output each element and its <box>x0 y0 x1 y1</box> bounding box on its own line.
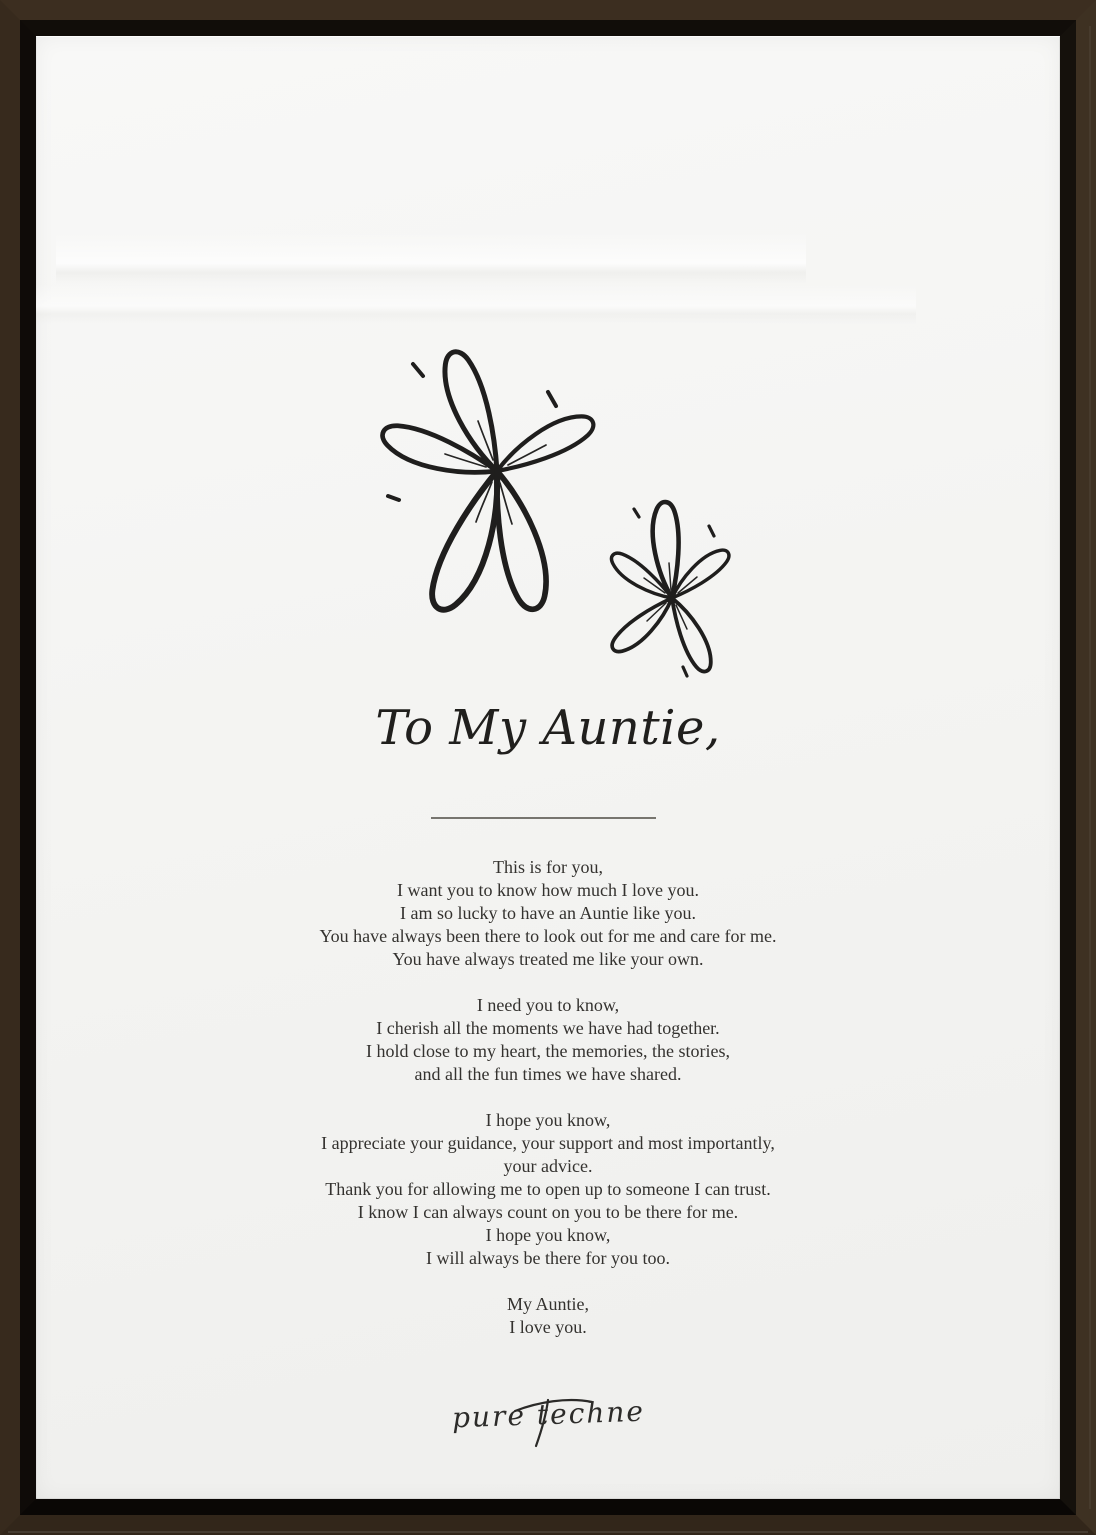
poem-stanza <box>36 994 1060 1086</box>
title-divider-line <box>431 817 656 819</box>
frame-right-highlight <box>1089 26 1091 1509</box>
poem-line: I hold close to my heart, the memories, the stories, <box>366 1041 730 1061</box>
poem-line: This is for you, <box>493 857 603 877</box>
poem-line: I appreciate your guidance, your support and most importantly, <box>321 1133 775 1153</box>
poem-line: I cherish all the moments we have had together. <box>376 1018 720 1038</box>
glass-reflection <box>36 284 916 324</box>
poem-line: My Auntie, <box>506 1294 589 1314</box>
poster-paper <box>36 36 1060 1499</box>
poem-line: You have always been there to look out for me and care for me. <box>319 926 777 946</box>
poem-line: I hope you know, <box>485 1110 611 1130</box>
poem-line: I will always be there for you too. <box>426 1248 670 1268</box>
poem-line: Thank you for allowing me to open up to someone I can trust. <box>325 1179 771 1199</box>
flower-large <box>377 347 598 617</box>
poem-line: I love you. <box>509 1317 587 1337</box>
brand-signature: pure techne <box>450 1394 645 1435</box>
poem-line: I hope you know, <box>485 1225 611 1245</box>
poem-stanza <box>36 1109 1060 1270</box>
poem-line: I am so lucky to have an Auntie like you. <box>400 903 696 923</box>
plumeria-flowers-icon <box>367 326 787 706</box>
frame-inner-lip <box>20 20 1076 1515</box>
poem-text <box>36 856 1060 1362</box>
poem-title: To My Auntie, <box>375 700 721 756</box>
poem-stanza <box>36 856 1060 971</box>
poem-line: I need you to know, <box>476 995 620 1015</box>
signature-block <box>36 1384 1060 1494</box>
poem-line: I want you to know how much I love you. <box>397 880 699 900</box>
poem-stanza <box>36 1293 1060 1339</box>
flower-small <box>606 501 733 675</box>
poem-line: I know I can always count on you to be there for me. <box>357 1202 739 1222</box>
poem-line: and all the fun times we have shared. <box>414 1064 682 1084</box>
glass-reflection <box>56 232 806 284</box>
poem-line: You have always treated me like your own. <box>392 949 704 969</box>
frame-bottom-highlight <box>8 1531 1088 1533</box>
poem-line: your advice. <box>503 1156 593 1176</box>
